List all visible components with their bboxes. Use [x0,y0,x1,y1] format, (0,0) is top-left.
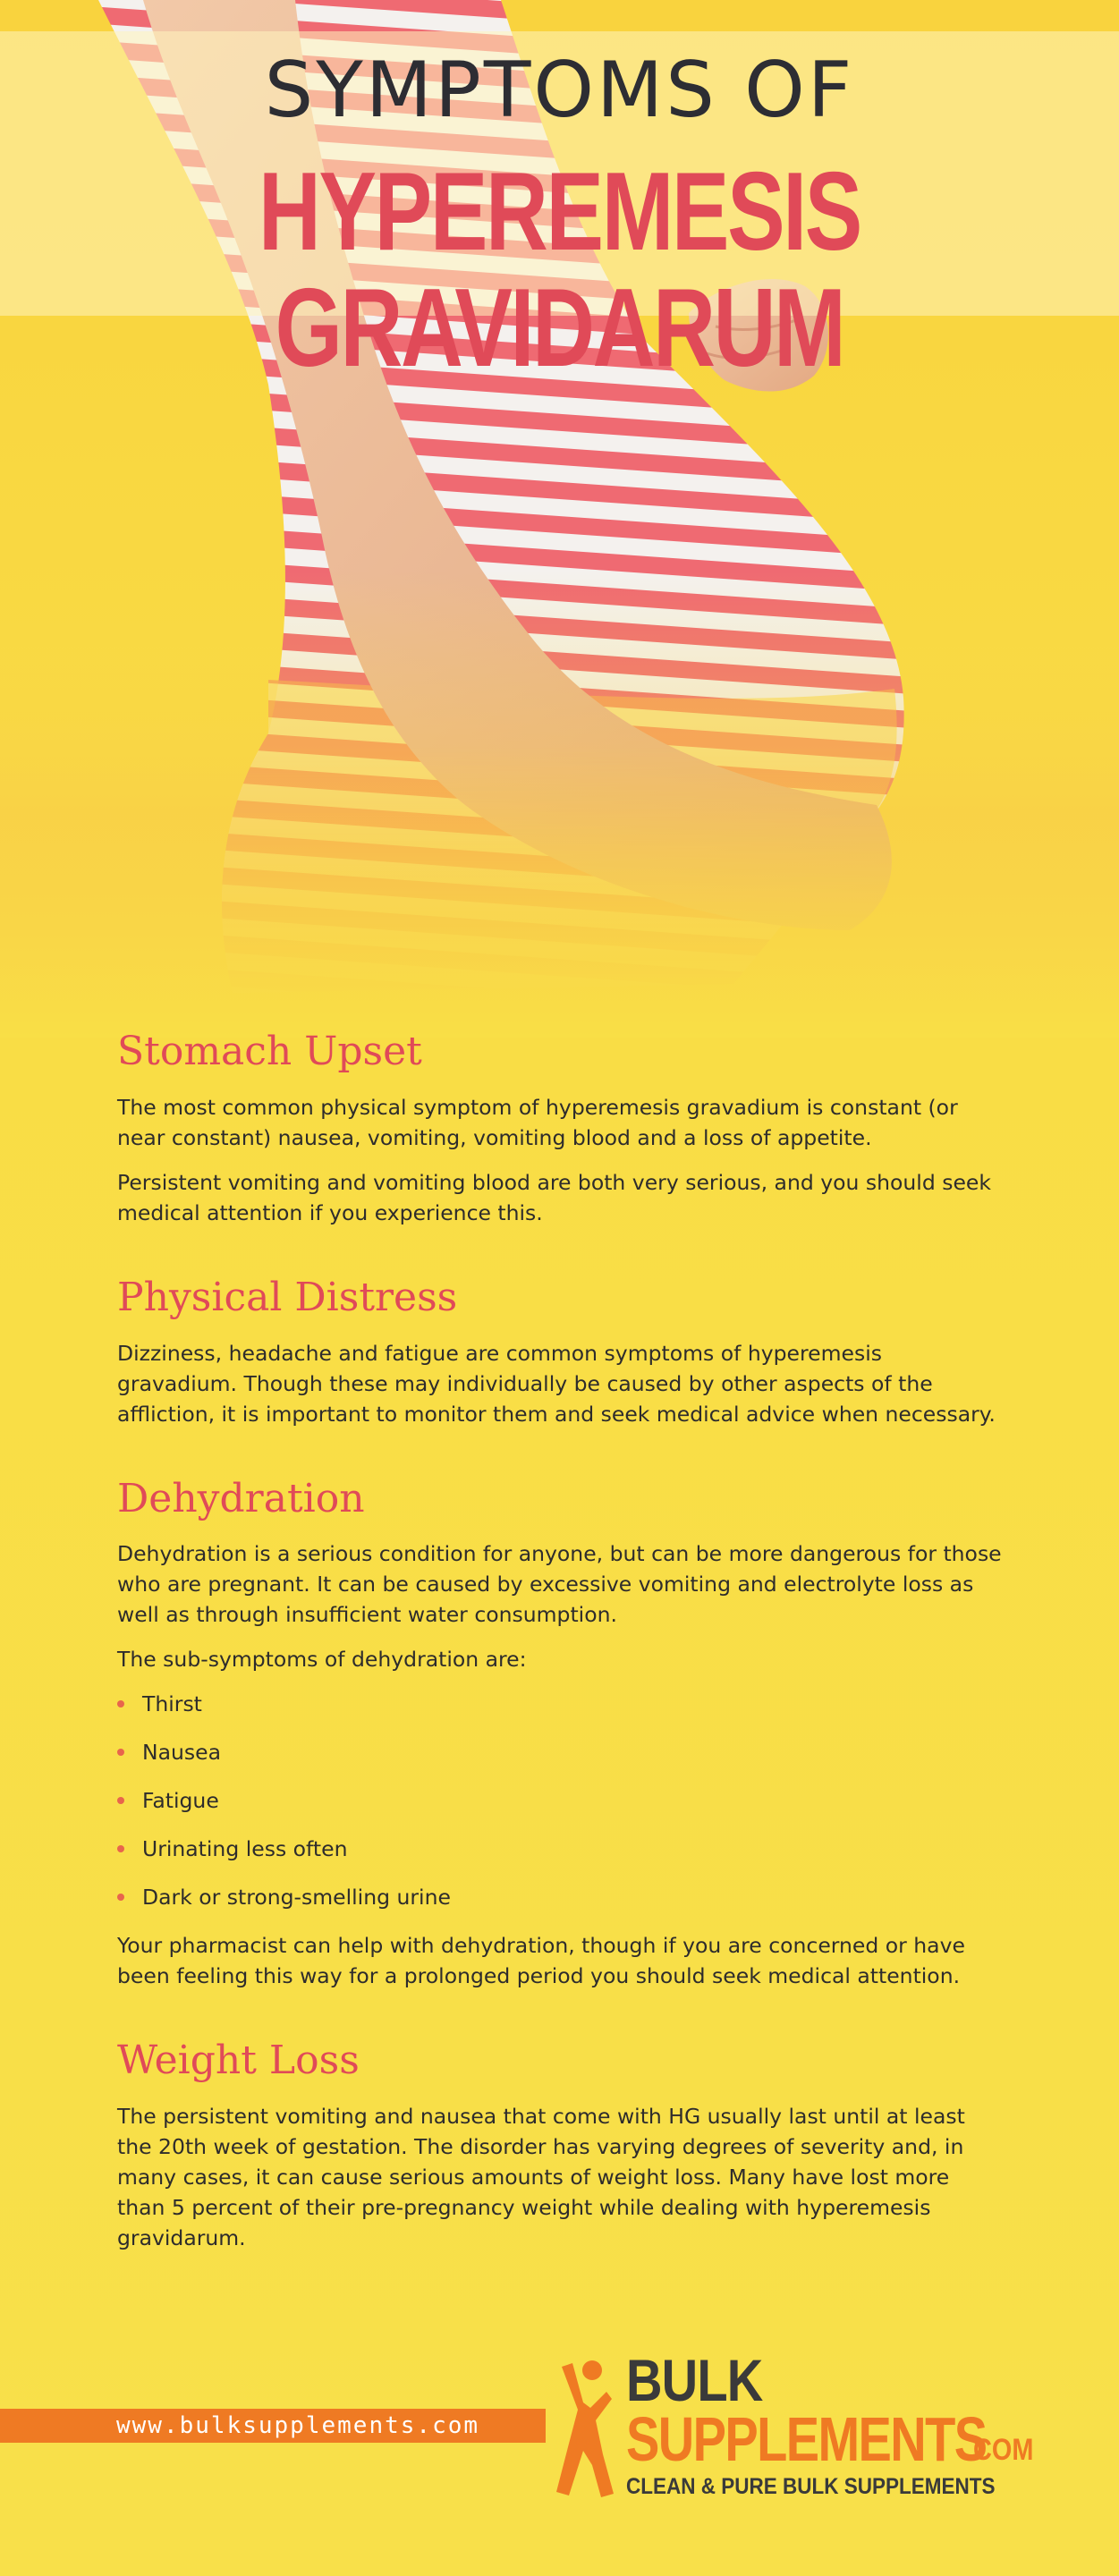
bullet-icon [117,1700,124,1707]
bulksupplements-logo[interactable] [553,2347,1054,2512]
section-stomach-upset [117,1029,1003,1228]
list-item-text: Thirst [142,1691,202,1717]
section-heading: Dehydration [117,1475,365,1521]
list-item-text: Dark or strong-smelling urine [142,1885,451,1911]
section-physical-distress [117,1275,1003,1429]
list-item [117,1882,1003,1912]
list-item-text: Fatigue [142,1788,219,1814]
section-paragraph: The sub-symptoms of dehydration are: [117,1647,527,1673]
bullet-icon [117,1749,124,1756]
content [117,1029,1003,2300]
list-item [117,1737,1003,1767]
section-paragraph: Dehydration is a serious condition for anyone, but can be more dangerous for those who are pregnant. It can be caused by excessive vomiting and electrolyte loss as well as through insufficient water consumption. [117,1541,1002,1628]
list-item-text: Nausea [142,1740,221,1766]
bullet-icon [117,1797,124,1804]
list-item [117,1834,1003,1864]
title-line-2: HYPEREMESIS GRAVIDARUM [259,150,860,391]
running-figure-icon [553,2358,621,2501]
logo-tagline: CLEAN & PURE BULK SUPPLEMENTS [626,2474,996,2499]
list-item-text: Urinating less often [142,1836,348,1862]
title-line-1: SYMPTOMS OF [264,46,855,135]
section-heading: Physical Distress [117,1274,458,1320]
section-dehydration [117,1476,1003,1992]
bullet-icon [117,1845,124,1852]
dehydration-symptom-list [117,1689,1003,1912]
section-weight-loss [117,2038,1003,2253]
section-paragraph: The most common physical symptom of hyperemesis gravadium is constant (or near constant) nausea, vomiting, vomiting blood and a loss of appetite. [117,1094,958,1150]
footer-url-link[interactable]: www.bulksupplements.com [116,2412,480,2439]
section-paragraph: Dizziness, headache and fatigue are common symptoms of hyperemesis gravadium. Though these may individually be caused by other aspects of the affliction, it is important to monitor them and seek medical advice when necessary. [117,1340,996,1427]
logo-bulk-text: BULK [626,2347,763,2413]
section-paragraph: Your pharmacist can help with dehydration, though if you are concerned or have been feeling this way for a prolonged period you should seek medical attention. [117,1933,965,1989]
section-paragraph: Persistent vomiting and vomiting blood are both very serious, and you should seek medical attention if you experience this. [117,1169,991,1225]
list-item [117,1689,1003,1719]
section-heading: Stomach Upset [117,1029,422,1074]
bullet-icon [117,1894,124,1901]
section-heading: Weight Loss [117,2038,360,2084]
logo-supplements-text: SUPPLEMENTS [626,2404,987,2474]
list-item [117,1785,1003,1816]
logo-com-text: .COM [966,2433,1034,2467]
section-paragraph: The persistent vomiting and nausea that come with HG usually last until at least the 20th week of gestation. The disorder has varying degrees of severity and, in many cases, it can cause serious amounts of weight loss. Many have lost more than 5 percent of their pre-pregnancy weight while dealing with hyperemesis gravidarum. [117,2104,965,2251]
